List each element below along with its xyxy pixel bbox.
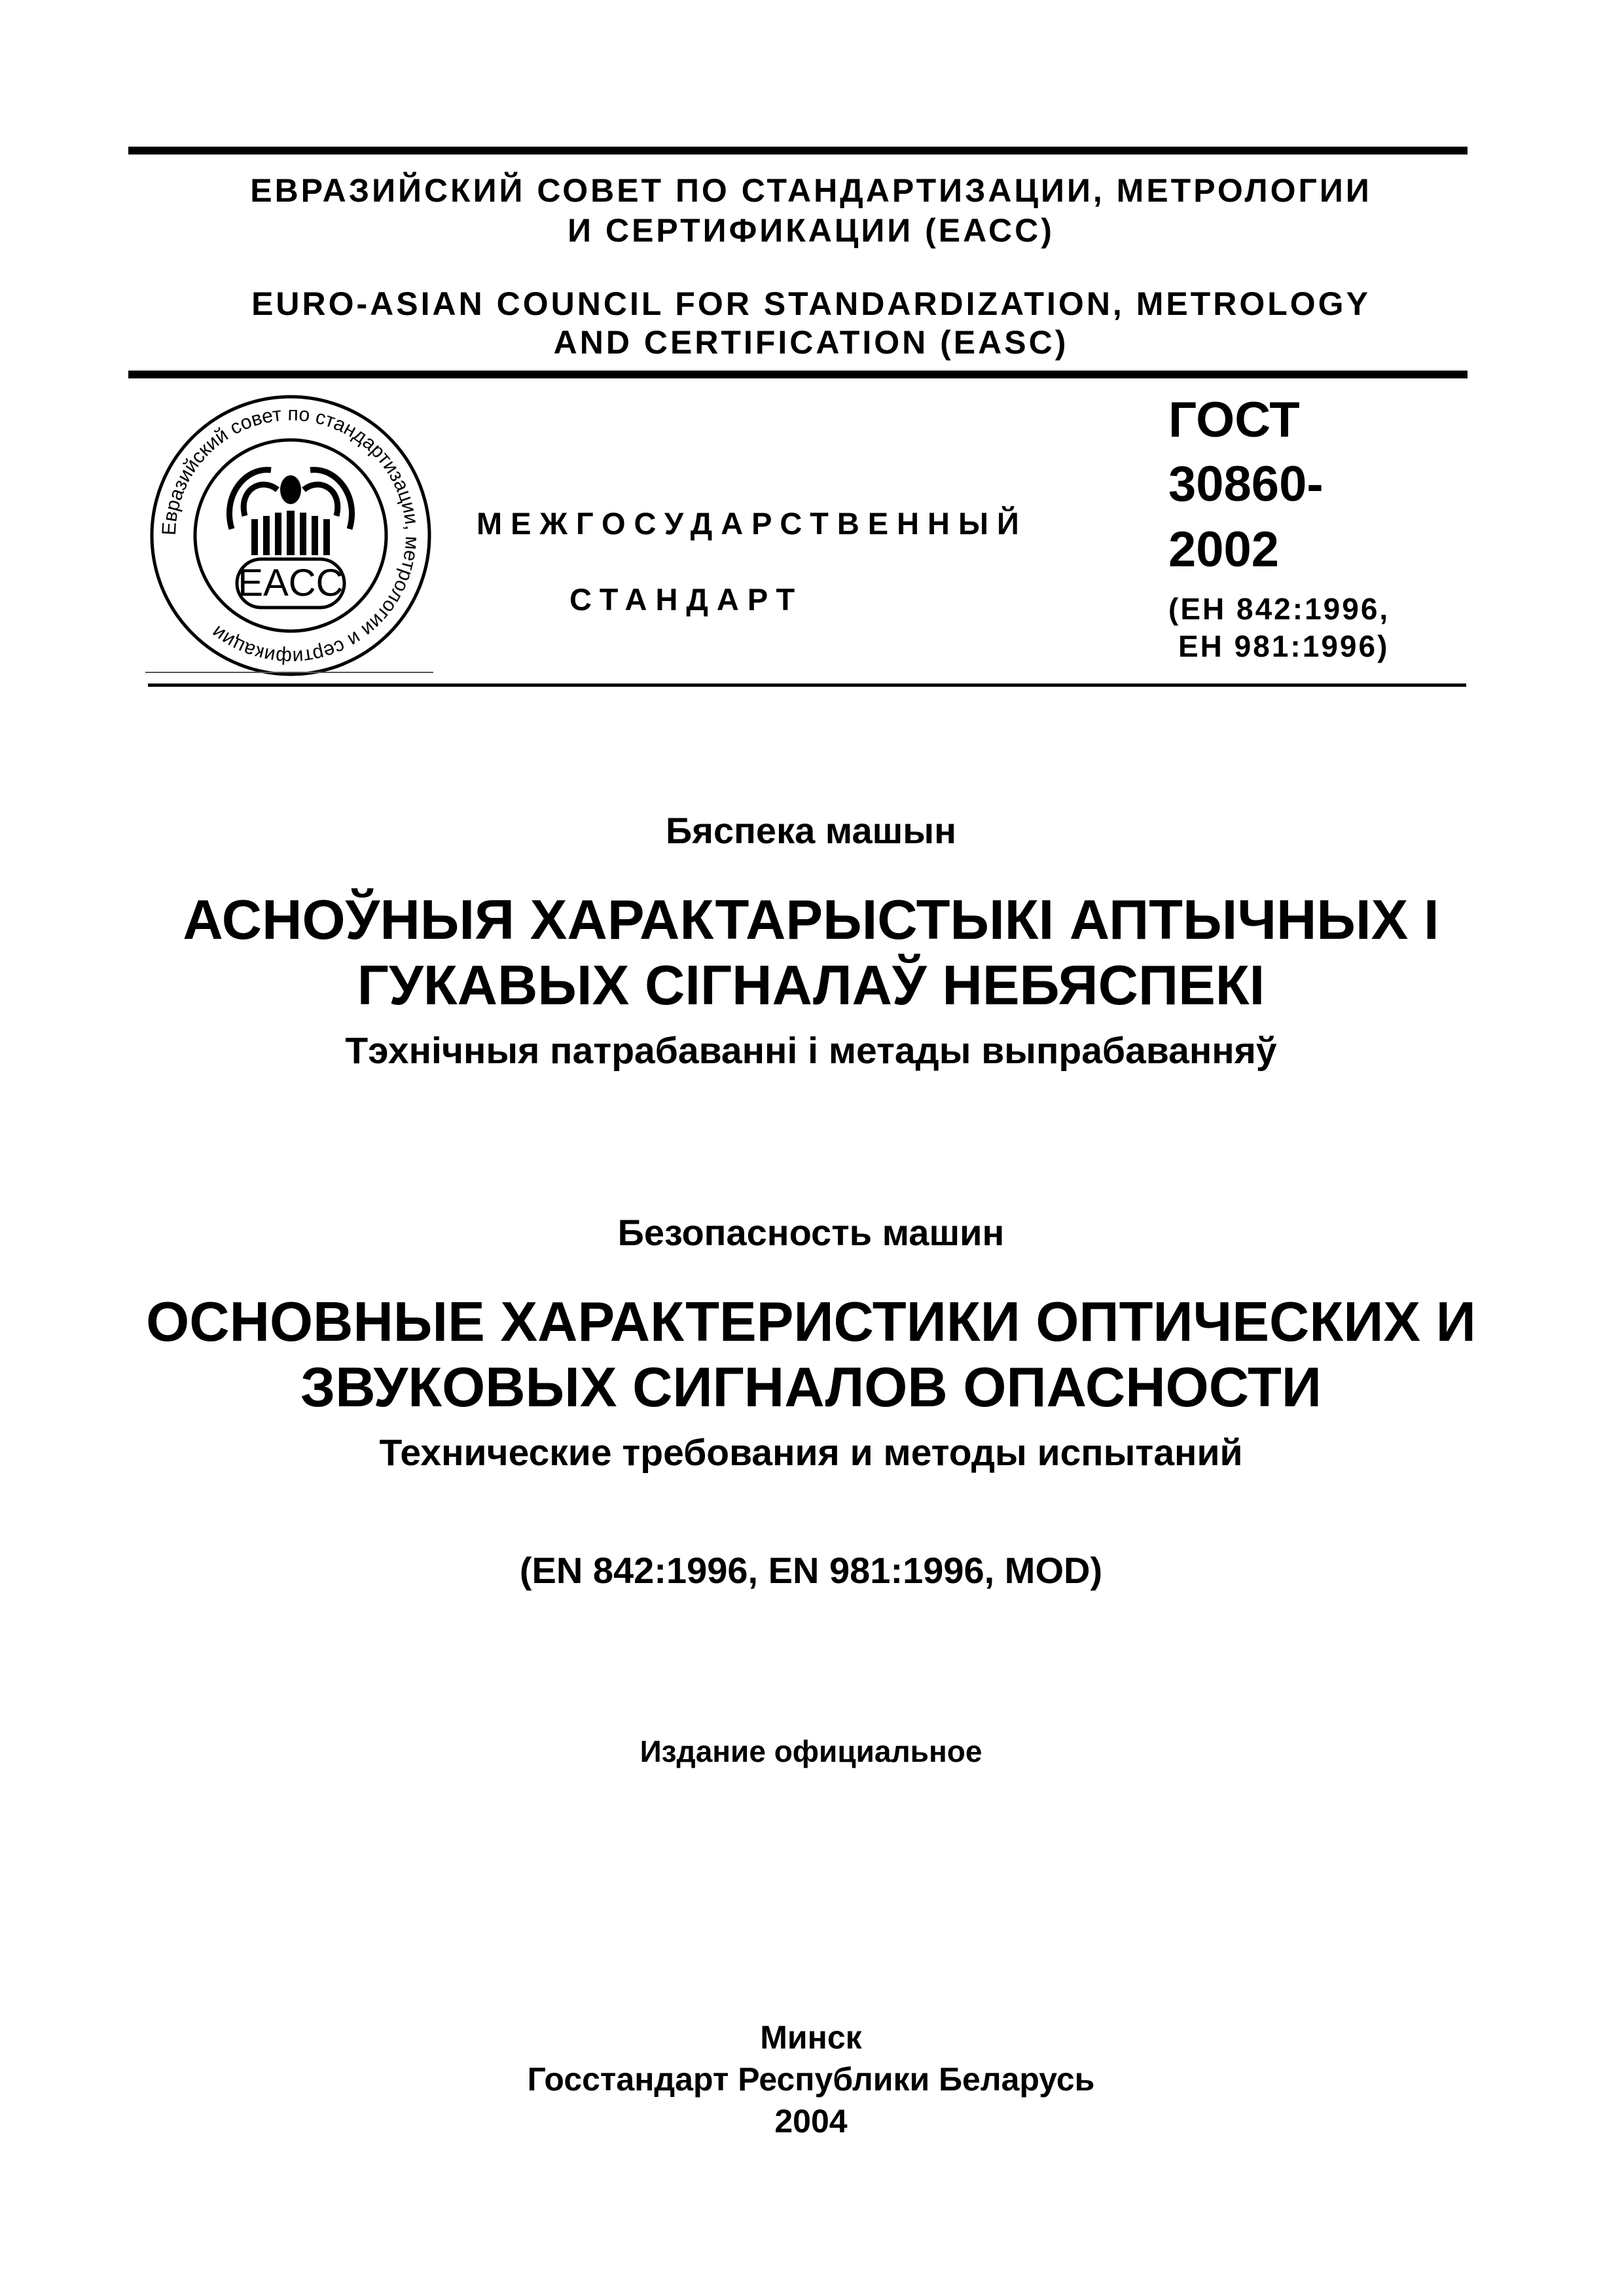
council-en-line2: AND CERTIFICATION (EASC) xyxy=(553,324,1069,361)
gost-equiv-line1: (ЕН 842:1996, xyxy=(1168,592,1390,626)
gost-year: 2002 xyxy=(1168,522,1280,577)
ru-subtitle: Технические требования и методы испытаний xyxy=(379,1432,1243,1474)
imprint-publisher: Госстандарт Республики Беларусь xyxy=(527,2061,1095,2098)
council-ru-line1: ЕВРАЗИЙСКИЙ СОВЕТ ПО СТАНДАРТИЗАЦИИ, МЕТРОЛОГИИ xyxy=(250,172,1372,209)
by-subtitle: Тэхнічныя патрабаванні і метады выпрабаванняў xyxy=(345,1030,1277,1072)
logo-underline xyxy=(145,672,433,673)
by-pretitle: Бяспека машын xyxy=(666,810,956,851)
equivalence: (EN 842:1996, EN 981:1996, MOD) xyxy=(519,1550,1103,1591)
gost-label: ГОСТ xyxy=(1168,392,1300,448)
edition: Издание официальное xyxy=(640,1734,982,1768)
block-rule xyxy=(148,683,1466,687)
council-ru-line2: И СЕРТИФИКАЦИИ (ЕАСС) xyxy=(568,212,1054,249)
top-rule xyxy=(128,147,1468,155)
easc-emblem-icon xyxy=(147,392,435,680)
logo-abbr: EACC xyxy=(238,562,344,604)
gost-equiv-line2: ЕН 981:1996) xyxy=(1178,629,1390,663)
standard-type-line2: СТАНДАРТ xyxy=(569,582,804,617)
imprint-city: Минск xyxy=(760,2019,862,2056)
logo-ring-text: Евразийский совет по стандартизации, метрологии и сертификации xyxy=(158,403,424,668)
ru-pretitle: Безопасность машин xyxy=(617,1212,1005,1253)
ru-title-line1: ОСНОВНЫЕ ХАРАКТЕРИСТИКИ ОПТИЧЕСКИХ И xyxy=(146,1291,1476,1353)
council-en-line1: EURO-ASIAN COUNCIL FOR STANDARDIZATION, METROLOGY xyxy=(251,285,1371,322)
header-rule xyxy=(128,371,1468,378)
by-title-line1: АСНОЎНЫЯ ХАРАКТАРЫСТЫКІ АПТЫЧНЫХ І xyxy=(183,889,1439,951)
imprint-year: 2004 xyxy=(774,2103,848,2140)
by-title-line2: ГУКАВЫХ СІГНАЛАЎ НЕБЯСПЕКІ xyxy=(357,955,1265,1017)
gost-number: 30860- xyxy=(1168,456,1324,512)
easc-logo xyxy=(147,392,435,680)
standard-type-line1: МЕЖГОСУДАРСТВЕННЫЙ xyxy=(477,506,1028,541)
ru-title-line2: ЗВУКОВЫХ СИГНАЛОВ ОПАСНОСТИ xyxy=(300,1357,1322,1419)
